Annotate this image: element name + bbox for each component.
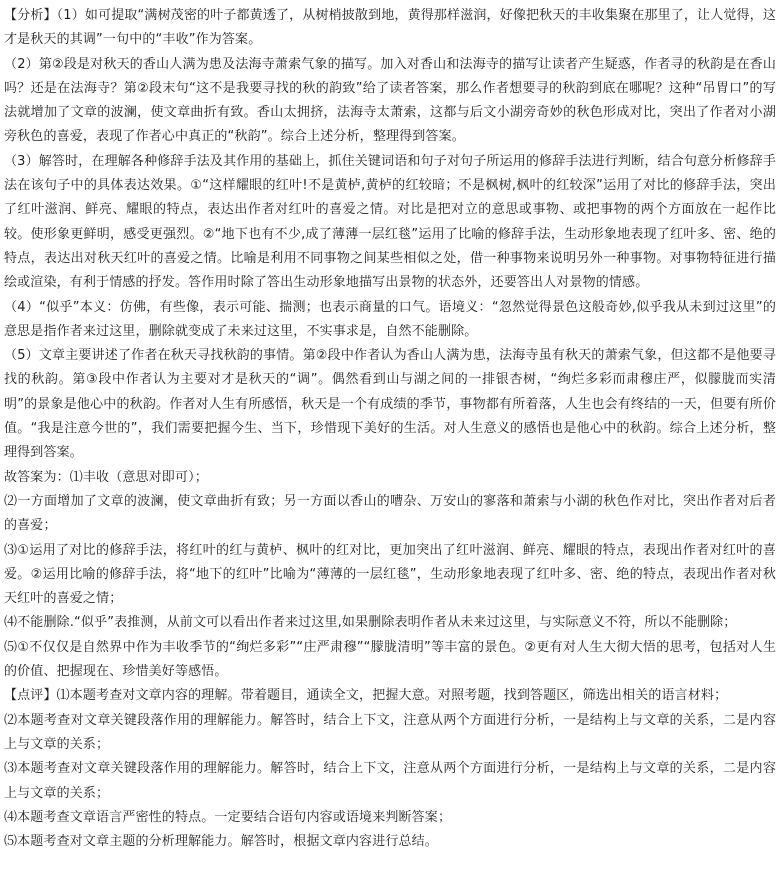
analysis-paragraph-5: （5）文章主要讲述了作者在秋天寻找秋韵的事情。第②段中作者认为香山人满为患，法海寺虽有秋天的萧索气象，但这都不是他要寻找的秋韵。第③段中作者认为主要对才是秋天的“调”。偶然看到山与湖之间的一排银杏树，“绚烂多彩而肃穆庄严，似朦胧而实清明”的景象是他心中的秋韵。作者对人生有所感悟，秋天是一个有成绩的季节，事物都有所着落，人生也会有终结的一天，但要有所价值。“我是注意今世的”，我们需要把握今生、当下，珍惜现下美好的生活。对人生意义的感悟也是他心中的秋韵。综合上述分析，整理得到答案。: [4, 348, 776, 461]
comment-2: ⑵本题考查对文章关键段落作用的理解能力。解答时，结合上下文，注意从两个方面进行分析，一是结构上与文章的关系，二是内容上与文章的关系；: [4, 712, 776, 752]
analysis-paragraph-4: （4）“似乎”本义：仿佛，有些像，表示可能、揣测；也表示商量的口气。语境义：“忽然觉得景色这般奇妙,似乎我从未到过这里”的意思是指作者来过这里，删除就变成了未来过这里，不实事求是，自然不能删除。: [4, 299, 776, 339]
answer-4: ⑷不能删除.“似乎”表推测，从前文可以看出作者来过这里,如果删除表明作者从未来过这里，与实际意义不符，所以不能删除；: [4, 615, 737, 631]
answer-2: ⑵一方面增加了文章的波澜，使文章曲折有致；另一方面以香山的嘈杂、万安山的寥落和萧索与小湖的秋色作对比，突出作者对后者的喜爱；: [4, 493, 776, 534]
answer-3: ⑶①运用了对比的修辞手法，将红叶的红与黄栌、枫叶的红对比，更加突出了红叶滋润、鲜亮、耀眼的特点，表现出作者对红叶的喜爱。②运用比喻的修辞手法，将“地下的红叶”比喻为“薄薄的一层红毯”，生动形象地表现了红叶多、密、绝的特点，表现出作者对秋天红叶的喜爱之情；: [4, 542, 776, 607]
comment-3: ⑶本题考查对文章关键段落作用的理解能力。解答时，结合上下文，注意从两个方面进行分析，一是结构上与文章的关系，二是内容上与文章的关系；: [4, 761, 776, 801]
comment-5: ⑸本题考查对文章主题的分析理解能力。解答时，根据文章内容进行总结。: [4, 834, 438, 850]
answer-5: ⑸①不仅仅是自然界中作为丰收季节的“绚烂多彩”“庄严肃穆”“朦胧清明”等丰富的景色。②更有对人生大彻大悟的思考，包括对人生的价值、把握现在、珍惜美好等感悟。: [4, 639, 776, 680]
analysis-paragraph-1: 【分析】（1）如可提取“满树茂密的叶子都黄透了，从树梢披散到地，黄得那样滋润，好像把秋天的丰收集聚在那里了，让人觉得，这才是秋天的其调”一句中的“丰收”作为答案。: [4, 8, 776, 48]
comment-4: ⑷本题考查文章语言严密性的特点。一定要结合语句内容或语境来判断答案；: [4, 809, 452, 825]
answer-1: 故答案为：⑴丰收（意思对即可）；: [4, 469, 208, 485]
analysis-paragraph-2: （2）第②段是对秋天的香山人满为患及法海寺萧索气象的描写。加入对香山和法海寺的描写让读者产生疑惑，作者寻的秋韵是在香山吗？还是在法海寺？第②段末句“这不是我要寻找的秋的韵致”给了读者答案，那么作者想要寻的秋韵到底在哪呢？这种“吊胃口”的写法就增加了文章的波澜，使文章曲折有致。香山太拥挤，法海寺太萧索，这都与后文小湖旁奇妙的秋色形成对比，突出了作者对小湖旁秋色的喜爱，表现了作者心中真正的“秋韵”。综合上述分析，整理得到答案。: [4, 56, 776, 145]
comment-1: 【点评】⑴本题考查对文章内容的理解。带着题目，通读全文，把握大意。对照考题，找到答题区，筛选出相关的语言材料；: [4, 688, 728, 704]
analysis-paragraph-3: （3）解答时，在理解各种修辞手法及其作用的基础上，抓住关键词语和句子对句子所运用的修辞手法进行判断，结合句意分析修辞手法在该句子中的具体表达效果。①“这样耀眼的红叶!不是黄栌,黄栌的红较暗；不是枫树,枫叶的红较深”运用了对比的修辞手法，突出了红叶滋润、鲜亮、耀眼的特点，表达出作者对红叶的喜爱之情。对比是把对立的意思或事物、或把事物的两个方面放在一起作比较。使形象更鲜明，感受更强烈。②“地下也有不少,成了薄薄一层红毯”运用了比喻的修辞手法，生动形象地表现了红叶多、密、绝的特点，表达出对秋天红叶的喜爱之情。比喻是利用不同事物之间某些相似之处，借一种事物来说明另外一种事物。对事物特征进行描绘或渲染，有利于情感的抒发。答作用时除了答出生动形象地描写出景物的状态外，还要答出人对景物的情感。: [4, 153, 776, 291]
